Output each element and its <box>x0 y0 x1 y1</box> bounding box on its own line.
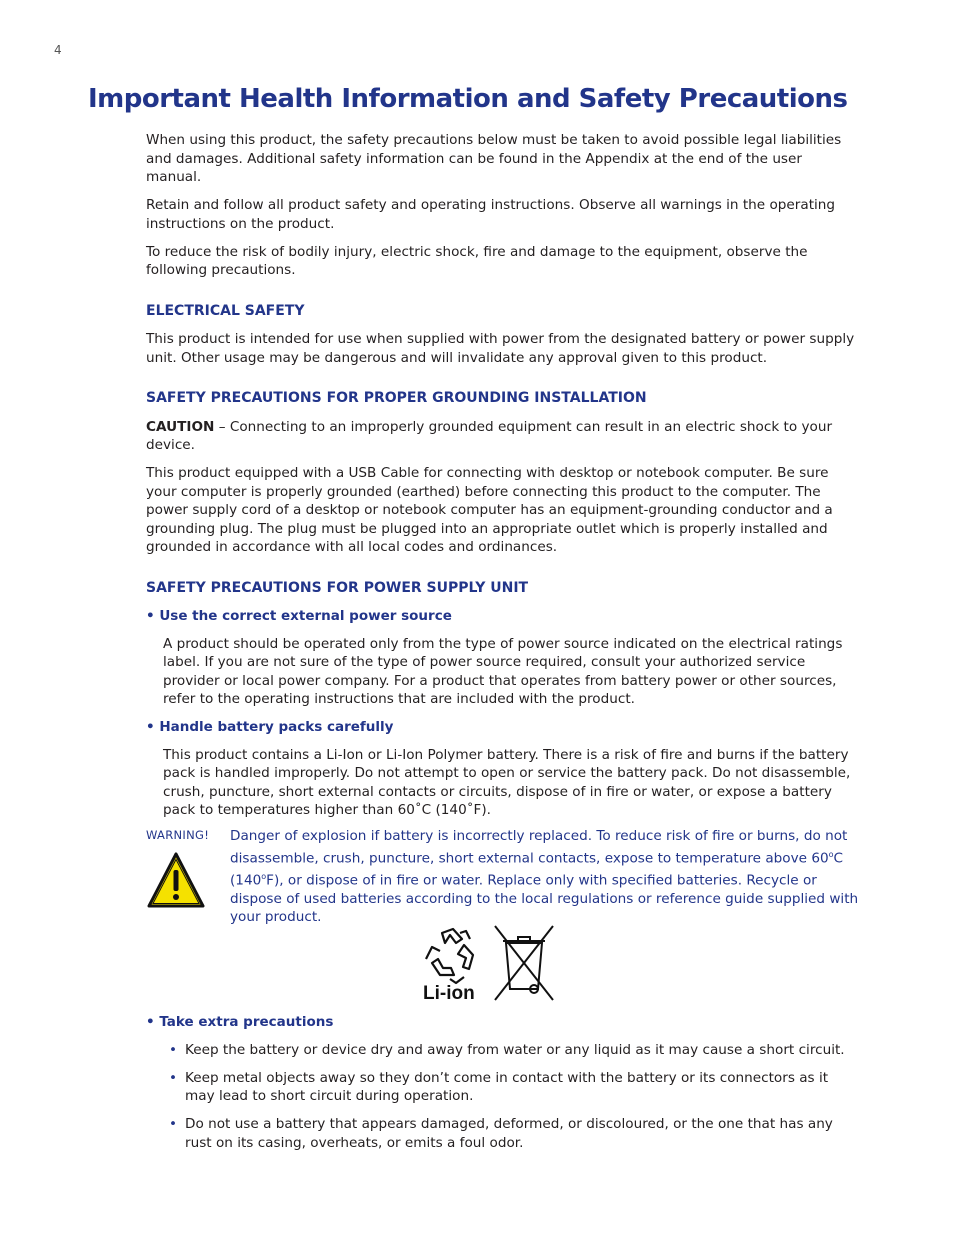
liion-label: Li-ion <box>423 983 475 1003</box>
warning-text-part-2: C (140 <box>230 850 844 889</box>
warning-triangle-icon <box>146 851 206 909</box>
warning-text <box>230 827 862 927</box>
list-item-text: Keep metal objects away so they don’t come in contact with the battery or its connectors as it may lead to short circuit during operation. <box>185 1069 829 1104</box>
bullet-icon: • <box>169 1116 178 1132</box>
list-item-text: Do not use a battery that appears damaged, deformed, or discoloured, or the one that has any rust on its casing, overheats, or emits a foul odor. <box>185 1116 833 1151</box>
list-item <box>146 1041 858 1060</box>
degree-superscript: o <box>261 871 267 881</box>
caution-paragraph <box>146 418 858 455</box>
warning-text-part-3: F), or dispose of in fire or water. Replace only with specified batteries. Recycle or dispose of used batteries according to the local regulations or reference guide supplied with your product. <box>230 872 859 926</box>
electrical-safety-text: This product is intended for use when supplied with power from the designated battery or power supply unit. Other usage may be dangerous and will invalidate any approval given to this product. <box>146 331 855 366</box>
list-item-text: Keep the battery or device dry and away from water or any liquid as it may cause a short circuit. <box>185 1041 845 1058</box>
power-source-text: A product should be operated only from the type of power source indicated on the electrical ratings label. If you are not sure of the type of power source required, consult your authorized service provider or local power company. For a product that operates from battery power or other sources, refer to the operating instructions that are included with the product. <box>163 635 843 707</box>
grounding-heading: SAFETY PRECAUTIONS FOR PROPER GROUNDING INSTALLATION <box>146 390 647 406</box>
crossed-out-bin-icon <box>494 925 556 1003</box>
caution-label: CAUTION <box>146 418 215 435</box>
warning-label: WARNING! <box>146 828 210 842</box>
electrical-safety-heading: ELECTRICAL SAFETY <box>146 302 305 319</box>
warning-text-part-1: Danger of explosion if battery is incorrectly replaced. To reduce risk of fire or burns, do not disassemble, crush, puncture, short external contacts, expose to temperature above 60 <box>230 828 848 867</box>
degree-superscript: o <box>828 849 834 859</box>
battery-packs-text: This product contains a Li-Ion or Li-Ion Polymer battery. There is a risk of fire and burns if the battery pack is handled improperly. Do not attempt to open or service the battery pack. Do not disassemble, crush, puncture, short external contacts or circuits, dispose of in fire or water, or expose a battery pack to temperatures higher than 60˚C (140˚F). <box>163 746 851 818</box>
liion-recycle-icon <box>420 925 482 1003</box>
extra-precautions-list <box>146 1041 858 1153</box>
battery-packs-subheading: • Handle battery packs carefully <box>146 719 394 735</box>
warning-block <box>146 828 859 926</box>
document-body <box>146 131 858 1162</box>
caution-text: – Connecting to an improperly grounded equipment can result in an electric shock to your device. <box>146 418 833 453</box>
extra-precautions-subheading: • Take extra precautions <box>146 1014 334 1030</box>
intro-paragraph-3: To reduce the risk of bodily injury, electric shock, fire and damage to the equipment, observe the following precautions. <box>146 243 808 278</box>
intro-paragraph-2: Retain and follow all product safety and operating instructions. Observe all warnings in the operating instructions on the product. <box>146 197 836 232</box>
list-item <box>146 1069 858 1106</box>
power-supply-heading: SAFETY PRECAUTIONS FOR POWER SUPPLY UNIT <box>146 579 529 596</box>
battery-disposal-icons <box>146 925 858 1013</box>
power-source-subheading: • Use the correct external power source <box>146 608 452 624</box>
list-item <box>146 1115 858 1152</box>
page-number: 4 <box>54 43 62 57</box>
bullet-icon: • <box>169 1069 178 1086</box>
intro-paragraph-1: When using this product, the safety precautions below must be taken to avoid possible legal liabilities and damages. Additional safety information can be found in the Appendix at the end of the user manual. <box>146 132 842 185</box>
grounding-text: This product equipped with a USB Cable for connecting with desktop or notebook computer. Be sure your computer is properly grounded (earthed) before connecting this product to the computer. The power supply cord of a desktop or notebook computer has an equipment-grounding conductor and a grounding plug. The plug must be plugged into an appropriate outlet which is properly installed and grounded in accordance with all local codes and ordinances. <box>146 465 833 555</box>
page-title: Important Health Information and Safety Precautions <box>88 84 848 114</box>
bullet-icon: • <box>169 1041 178 1058</box>
